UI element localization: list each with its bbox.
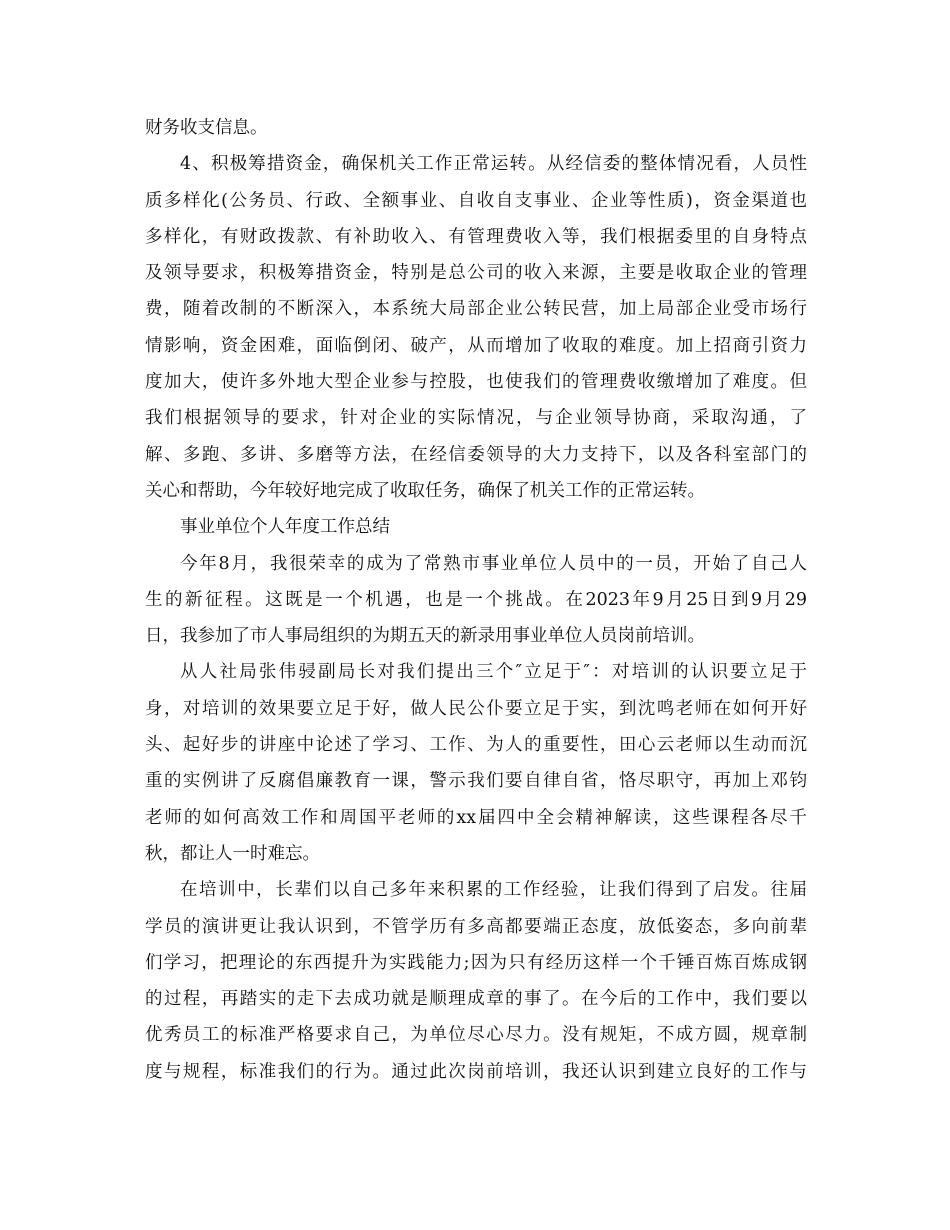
- text-line: 们学习，把理论的东西提升为实践能力;因为只有经历这样一个千锤百炼百炼成钢: [145, 952, 807, 973]
- document-page: [145, 110, 807, 1090]
- text-line: 4、积极筹措资金，确保机关工作正常运转。从经信委的整体情况看，人员性: [180, 154, 807, 175]
- text-line: 关心和帮助，今年较好地完成了收取任务，确保了机关工作的正常运转。: [145, 480, 705, 501]
- text-line: 解、多跑、多讲、多磨等方法，在经信委领导的大力支持下，以及各科室部门的: [145, 444, 807, 465]
- text-line: 度与规程，标准我们的行为。通过此次岗前培训，我还认识到建立良好的工作与: [145, 1061, 807, 1082]
- text-line: 多样化，有财政拨款、有补助收入、有管理费收入等，我们根据委里的自身特点: [145, 226, 807, 247]
- section-heading: 事业单位个人年度工作总结: [180, 517, 390, 538]
- text-line: 头、起好步的讲座中论述了学习、工作、为人的重要性，田心云老师以生动而沉: [145, 735, 807, 756]
- text-line: 我们根据领导的要求，针对企业的实际情况，与企业领导协商，采取沟通，了: [145, 408, 807, 429]
- text-line: 学员的演讲更让我认识到，不管学历有多高都要端正态度，放低姿态，多向前辈: [145, 916, 807, 937]
- text-line: 生的新征程。这既是一个机遇，也是一个挑战。在2023年9月25日到9月29: [145, 589, 807, 610]
- text-line: 从人社局张伟骎副局长对我们提出三个″立足于″：对培训的认识要立足于: [180, 662, 807, 683]
- text-line: 优秀员工的标准严格要求自己，为单位尽心尽力。没有规矩，不成方圆，规章制: [145, 1025, 807, 1046]
- text-line: 及领导要求，积极筹措资金，特别是总公司的收入来源，主要是收取企业的管理: [145, 263, 807, 284]
- text-line: 情影响，资金困难，面临倒闭、破产，从而增加了收取的难度。加上招商引资力: [145, 335, 807, 356]
- text-line: 今年8月，我很荣幸的成为了常熟市事业单位人员中的一员，开始了自己人: [180, 553, 807, 574]
- text-line: 度加大，使许多外地大型企业参与控股，也使我们的管理费收缴增加了难度。但: [145, 372, 807, 393]
- text-line: 身，对培训的效果要立足于好，做人民公仆要立足于实，到沈鸣老师在如何开好: [145, 698, 807, 719]
- text-line: 财务收支信息。: [145, 118, 268, 138]
- text-line: 日，我参加了市人事局组织的为期五天的新录用事业单位人员岗前培训。: [145, 626, 705, 647]
- text-line: 在培训中，长辈们以自己多年来积累的工作经验，让我们得到了启发。往届: [180, 880, 807, 901]
- text-line: 费，随着改制的不断深入，本系统大局部企业公转民营，加上局部企业受市场行: [145, 299, 807, 320]
- text-line: 的过程，再踏实的走下去成功就是顺理成章的事了。在今后的工作中，我们要以: [145, 989, 807, 1010]
- text-line: 质多样化(公务员、行政、全额事业、自收自支事业、企业等性质)，资金渠道也: [145, 190, 807, 211]
- text-line: 老师的如何高效工作和周国平老师的xx届四中全会精神解读，这些课程各尽千: [145, 807, 807, 828]
- text-line: 重的实例讲了反腐倡廉教育一课，警示我们要自律自省，恪尽职守，再加上邓钧: [145, 771, 807, 792]
- text-line: 秋，都让人一时难忘。: [145, 843, 320, 864]
